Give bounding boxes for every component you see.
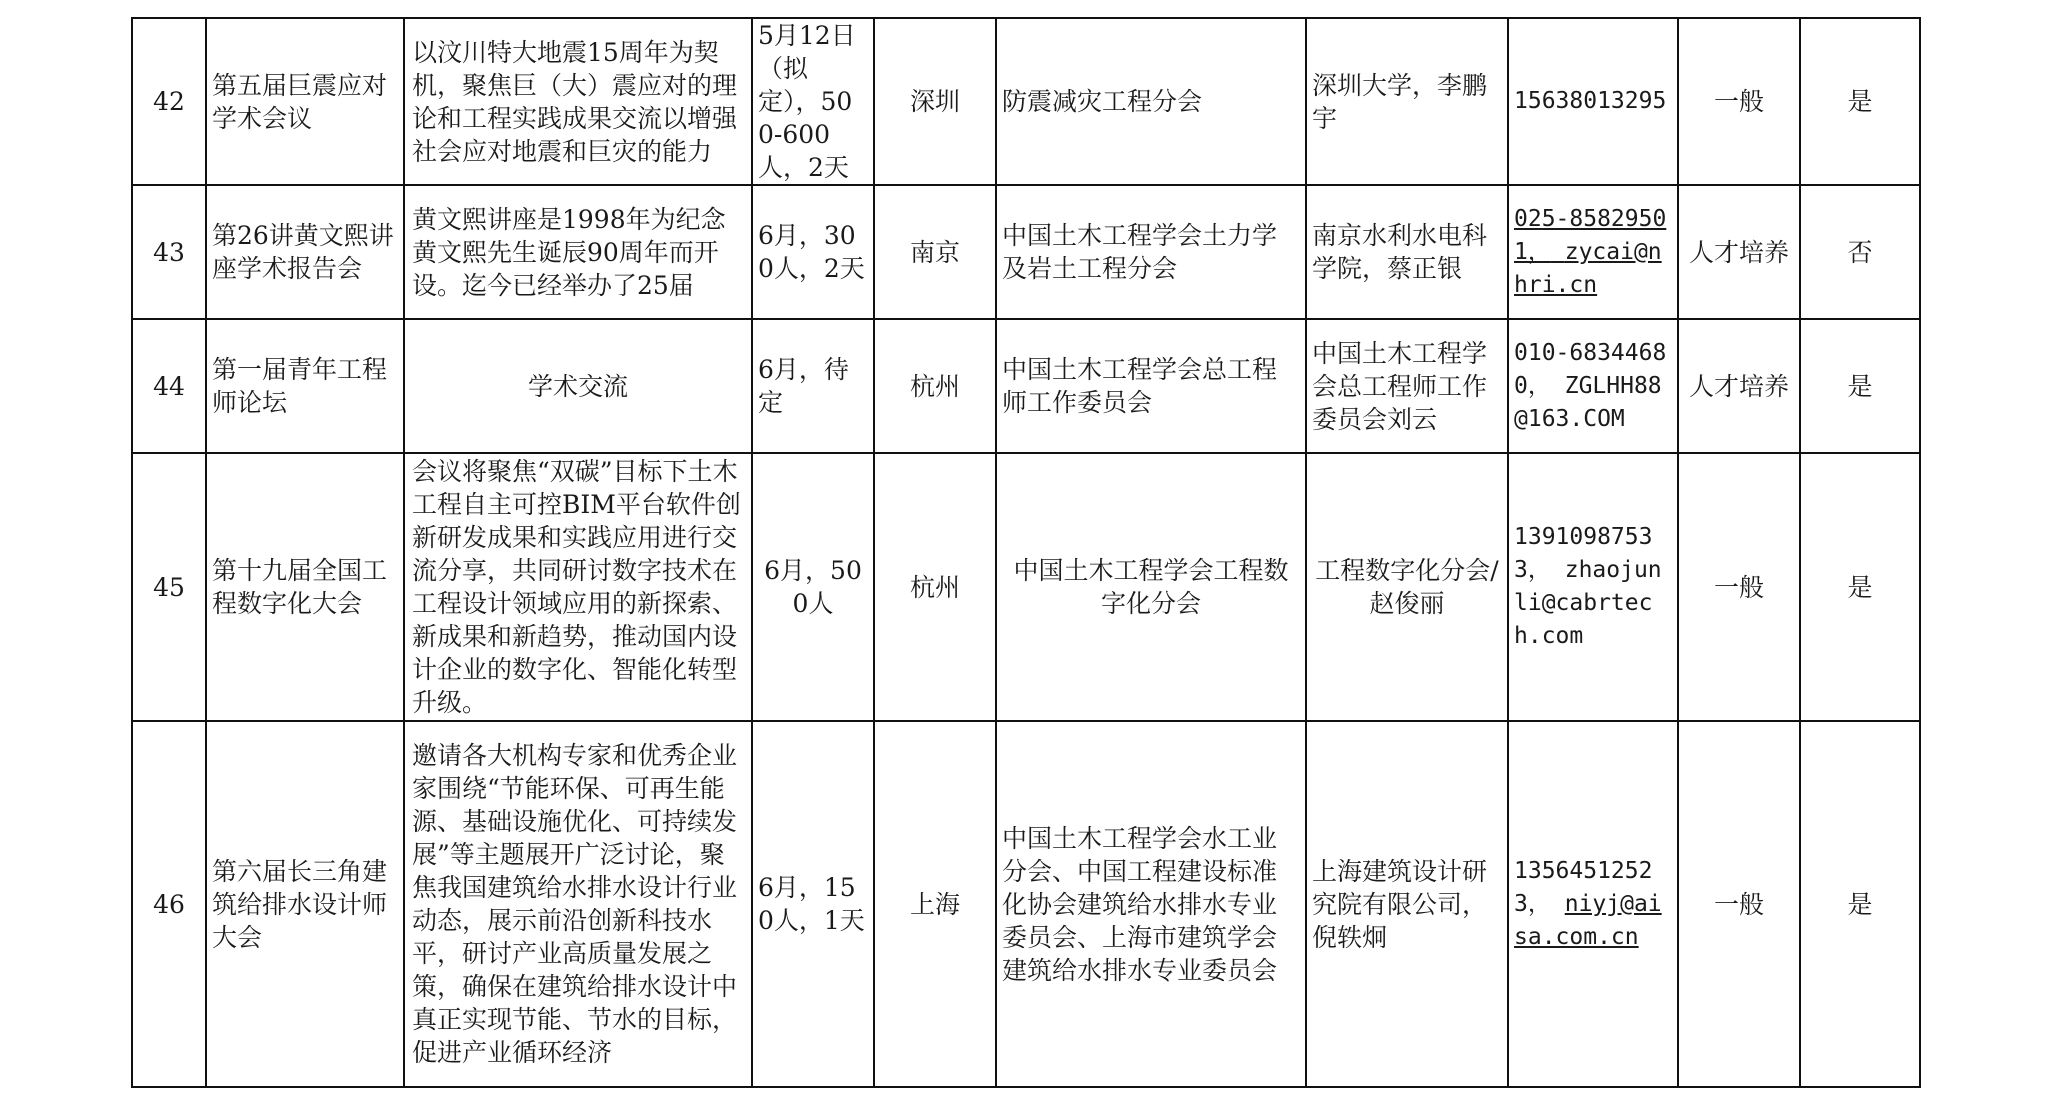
yes-no-flag: 是: [1800, 453, 1920, 721]
contact-person: 上海建筑设计研究院有限公司，倪轶炯: [1306, 721, 1508, 1087]
conference-name: 第五届巨震应对学术会议: [206, 18, 404, 185]
table-row: [132, 453, 1920, 721]
conference-name: 第26讲黄文熙讲座学术报告会: [206, 185, 404, 319]
conference-type: 一般: [1678, 18, 1800, 185]
conference-time-scale: 6月，150人，1天: [752, 721, 874, 1087]
contact-phone: 025-85829501，: [1514, 205, 1667, 265]
contact-info[interactable]: [1508, 721, 1678, 1087]
conference-description: 会议将聚焦“双碳”目标下土木工程自主可控BIM平台软件创新研发成果和实践应用进行交流分享，共同研讨数字技术在工程设计领域应用的新探索、新成果和新趋势，推动国内设计企业的数字化、智能化转型升级。: [404, 453, 752, 721]
contact-phone: 010-68344680，: [1514, 339, 1667, 399]
organizer: 中国土木工程学会土力学及岩土工程分会: [996, 185, 1306, 319]
row-number: 46: [132, 721, 206, 1087]
yes-no-flag: 是: [1800, 319, 1920, 453]
contact-email: ZGLHH88@163.COM: [1514, 372, 1662, 432]
table-row: [132, 18, 1920, 185]
organizer: 防震减灾工程分会: [996, 18, 1306, 185]
contact-person: 工程数字化分会/赵俊丽: [1306, 453, 1508, 721]
conference-description: 邀请各大机构专家和优秀企业家围绕“节能环保、可再生能源、基础设施优化、可持续发展”等主题展开广泛讨论，聚焦我国建筑给水排水设计行业动态，展示前沿创新科技水平，研讨产业高质量发展之策，确保在建筑给排水设计中真正实现节能、节水的目标，促进产业循环经济: [404, 721, 752, 1087]
conference-table: [131, 17, 1921, 1088]
contact-phone: 15638013295: [1514, 88, 1667, 114]
conference-time-scale: 5月12日（拟定），500-600人，2天: [752, 18, 874, 185]
contact-person: 南京水利水电科学院，蔡正银: [1306, 185, 1508, 319]
conference-description: 学术交流: [404, 319, 752, 453]
contact-email-link[interactable]: zycai@nhri.cn: [1514, 238, 1662, 298]
conference-time-scale: 6月，待定: [752, 319, 874, 453]
row-number: 43: [132, 185, 206, 319]
conference-name: 第十九届全国工程数字化大会: [206, 453, 404, 721]
table-row: [132, 319, 1920, 453]
conference-city: 杭州: [874, 319, 996, 453]
conference-time-scale: 6月，300人，2天: [752, 185, 874, 319]
contact-info: [1508, 453, 1678, 721]
conference-city: 上海: [874, 721, 996, 1087]
yes-no-flag: 是: [1800, 721, 1920, 1087]
organizer: 中国土木工程学会水工业分会、中国工程建设标准化协会建筑给水排水专业委员会、上海市建筑学会建筑给水排水专业委员会: [996, 721, 1306, 1087]
contact-email-link[interactable]: niyj@aisa.com.cn: [1514, 890, 1662, 950]
conference-city: 深圳: [874, 18, 996, 185]
conference-type: 一般: [1678, 453, 1800, 721]
table-row: [132, 185, 1920, 319]
contact-info: [1508, 319, 1678, 453]
yes-no-flag: 是: [1800, 18, 1920, 185]
contact-person: 中国土木工程学会总工程师工作委员会刘云: [1306, 319, 1508, 453]
row-number: 45: [132, 453, 206, 721]
conference-name: 第六届长三角建筑给排水设计师大会: [206, 721, 404, 1087]
row-number: 42: [132, 18, 206, 185]
conference-city: 杭州: [874, 453, 996, 721]
conference-time-scale: 6月，500人: [752, 453, 874, 721]
conference-type: 人才培养: [1678, 319, 1800, 453]
contact-email: zhaojunli@cabrtech.com: [1514, 557, 1662, 649]
organizer: 中国土木工程学会总工程师工作委员会: [996, 319, 1306, 453]
yes-no-flag: 否: [1800, 185, 1920, 319]
contact-person: 深圳大学，李鹏宇: [1306, 18, 1508, 185]
row-number: 44: [132, 319, 206, 453]
contact-phone: 13564512523，: [1514, 857, 1653, 917]
conference-type: 一般: [1678, 721, 1800, 1087]
conference-name: 第一届青年工程师论坛: [206, 319, 404, 453]
conference-description: 黄文熙讲座是1998年为纪念黄文熙先生诞辰90周年而开设。迄今已经举办了25届: [404, 185, 752, 319]
contact-info[interactable]: [1508, 185, 1678, 319]
table-row: [132, 721, 1920, 1087]
conference-description: 以汶川特大地震15周年为契机，聚焦巨（大）震应对的理论和工程实践成果交流以增强社会应对地震和巨灾的能力: [404, 18, 752, 185]
contact-phone: 13910987533，: [1514, 524, 1653, 583]
organizer: 中国土木工程学会工程数字化分会: [996, 453, 1306, 721]
conference-city: 南京: [874, 185, 996, 319]
conference-type: 人才培养: [1678, 185, 1800, 319]
contact-info: [1508, 18, 1678, 185]
